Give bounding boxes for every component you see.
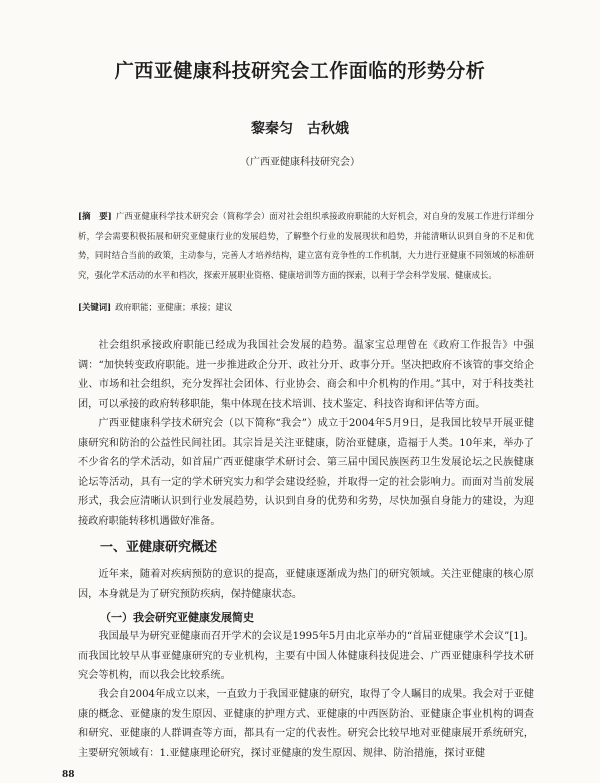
body-paragraph-2: 广西亚健康科学技术研究会（以下简称“我会”）成立于2004年5月9日，是我国比较早开展亚健康研究和防治的公益性民间社团。其宗旨是关注亚健康，防治亚健康，造福于人类。10年来，举办了不少省名的学术活动，如首届广西亚健康学术研讨会、第三届中国民族医药卫生发展论坛之民族健康论坛等活动，具有一定的学术研究实力和学会建设经验，并取得一定的社会影响力。而面对当前发展形式，我会应清晰认识到行业发展趋势，认识到自身的优势和劣势，尽快加强自身能力的建设，为迎接政府职能转移机遇做好准备。 [78, 418, 534, 527]
section-heading-1: 一、亚健康研究概述 [100, 540, 218, 555]
body-paragraph-1: 社会组织承接政府职能已经成为我国社会发展的趋势。温家宝总理曾在《政府工作报告》中强调：“加快转变政府职能。进一步推进政企分开、政社分开、政事分开。坚决把政府不该管的事交给企业、市场和社会组织，充分发挥社会团体、行业协会、商会和中介机构的作用。”其中，对于科技类社团，可以承接的政府转移职能，集中体现在技术培训、技术鉴定、科技咨询和评估等方面。 [78, 340, 534, 410]
authors: 黎秦匀 古秋娥 [251, 121, 349, 137]
abstract [78, 207, 534, 285]
page-number: 88 [62, 770, 75, 780]
keywords-label: [关键词] [78, 302, 112, 312]
body-paragraph-5: 我会自2004年成立以来，一直致力于我国亚健康的研究，取得了令人瞩目的成果。我会对于亚健康的概念、亚健康的发生原因、亚健康的护理方式、亚健康的中西医防治、亚健康企事业机构的调查和研究、亚健康的人群调查等方面，都具有一定的代表性。研究会比较早地对亚健康展开系统研究，主要研究领域有：1.亚健康理论研究，探讨亚健康的发生原因、规律、防治措施，探讨亚健 [78, 689, 534, 759]
keywords-text: 政府职能；亚健康；承接；建议 [115, 302, 233, 312]
affiliation: （广西亚健康科技研究会） [240, 157, 360, 168]
abstract-text: 广西亚健康科学技术研究会（简称学会）面对社会组织承接政府职能的大好机会，对自身的发展工作进行详细分析，学会需要积极拓展和研究亚健康行业的发展趋势，了解整个行业的发展现状和趋势，并能清晰认识到自身的不足和优势，同时结合当前的政策，主动参与，完善人才培养结构，建立富有竞争性的工作机制，大力进行亚健康不同领域的标准研究，强化学术活动的水平和档次，探索开展职业资格、健康培训等方面的探索，以利于学会科学发展、健康成长。 [78, 211, 534, 280]
subsection-heading-1: （一）我会研究亚健康发展简史 [100, 611, 254, 624]
body-paragraph-3: 近年来，随着对疾病预防的意识的提高，亚健康逐渐成为热门的研究领域。关注亚健康的核心原因，本身就是为了研究预防疾病，保持健康状态。 [78, 569, 534, 600]
body-paragraph-4: 我国最早为研究亚健康而召开学术的会议是1995年5月由北京举办的“首届亚健康学术会议”[1]。而我国比较早从事亚健康研究的专业机构，主要有中国人体健康科技促进会、广西亚健康科学技术研究会等机构，而以我会比较系统。 [78, 631, 534, 682]
paper-title: 广西亚健康科技研究会工作面临的形势分析 [114, 60, 486, 82]
abstract-label: [摘 要] [78, 211, 112, 221]
keywords [78, 300, 534, 314]
